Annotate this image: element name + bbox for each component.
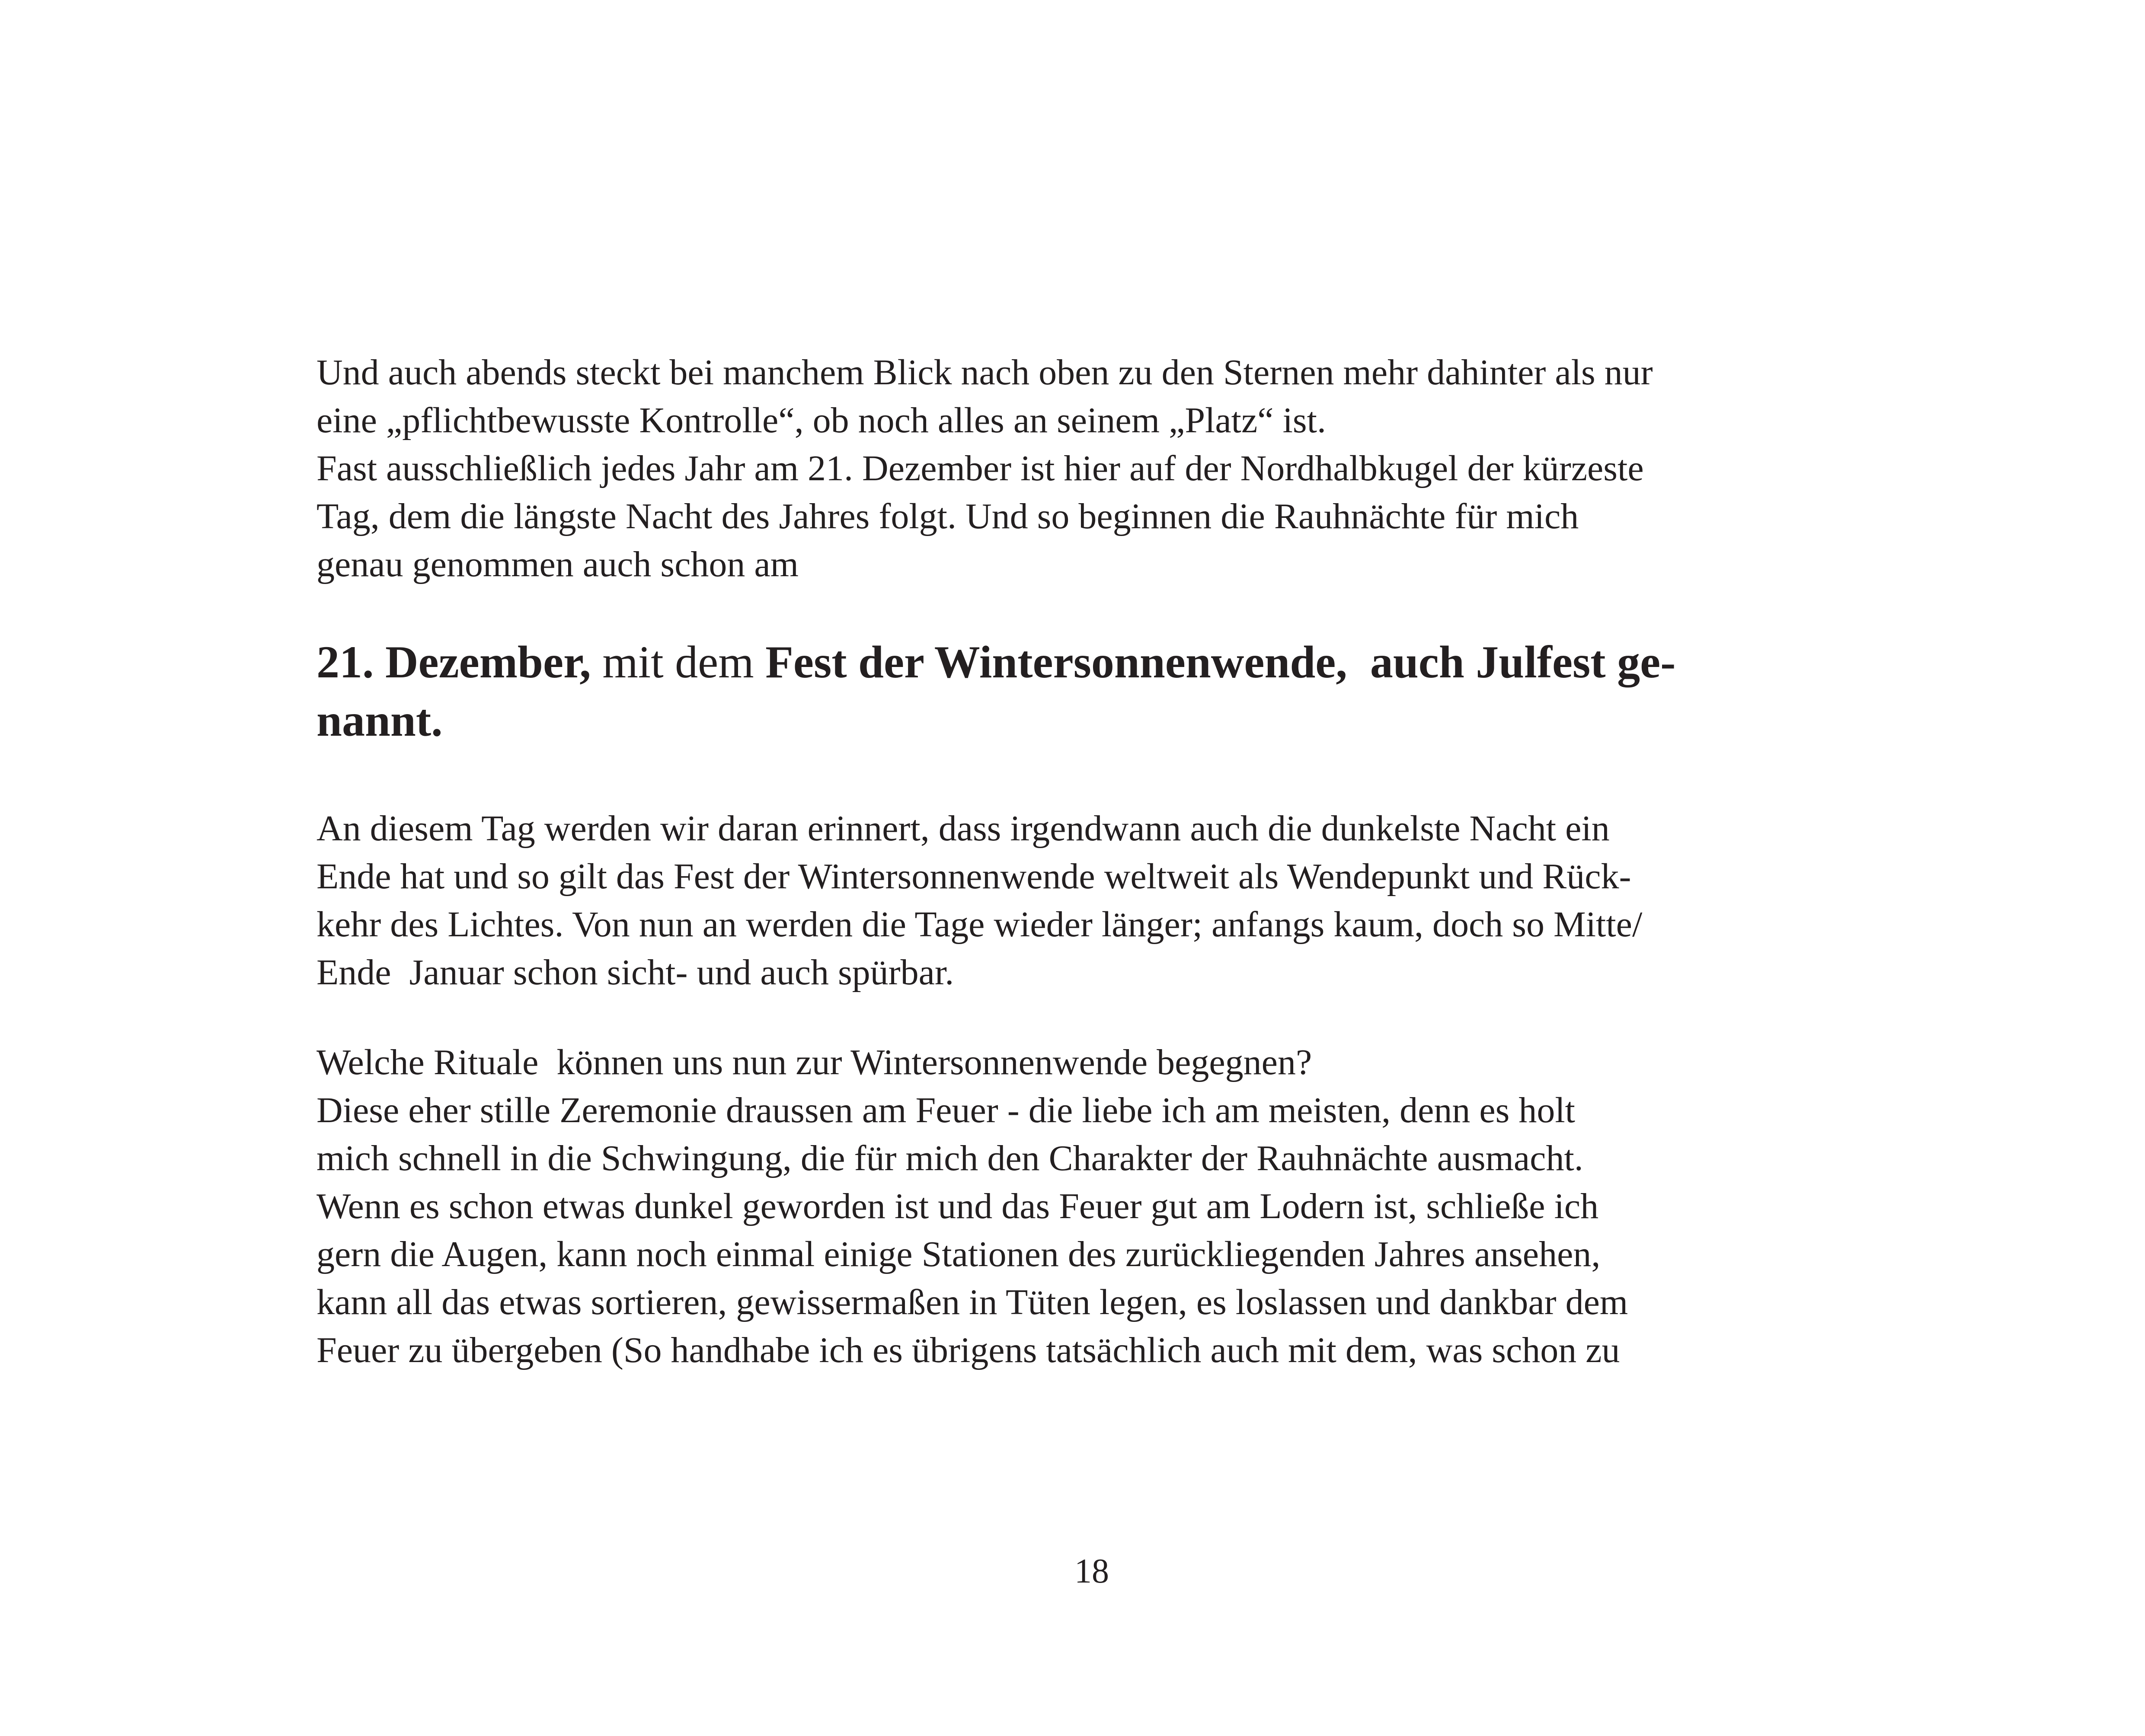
text-line: Ende Januar schon sicht- und auch spürbar. <box>316 952 954 992</box>
text-line: eine „pflichtbewusste Kontrolle“, ob noch alles an seinem „Platz“ ist. <box>316 400 1326 440</box>
heading-line <box>316 633 1960 691</box>
paragraph-rituals <box>316 1038 1960 1374</box>
text-line: Fast ausschließlich jedes Jahr am 21. Dezember ist hier auf der Nordhalbkugel der kürzeste <box>316 448 1644 488</box>
paragraph-solstice-meaning <box>316 804 1960 996</box>
text-line: An diesem Tag werden wir daran erinnert, dass irgendwann auch die dunkelste Nacht ein <box>316 808 1610 849</box>
heading-date-text: 21. Dezember, <box>316 637 591 687</box>
text-line: Ende hat und so gilt das Fest der Wintersonnenwende weltweit als Wendepunkt und Rück- <box>316 856 1631 897</box>
text-line: Und auch abends steckt bei manchem Blick nach oben zu den Sternen mehr dahinter als nur <box>316 352 1653 393</box>
text-line: mich schnell in die Schwingung, die für mich den Charakter der Rauhnächte ausmacht. <box>316 1138 1583 1178</box>
text-line: kann all das etwas sortieren, gewissermaßen in Tüten legen, es loslassen und dankbar dem <box>316 1282 1628 1322</box>
text-line: genau genommen auch schon am <box>316 544 799 584</box>
text-line: Feuer zu übergeben (So handhabe ich es übrigens tatsächlich auch mit dem, was schon zu <box>316 1330 1620 1370</box>
text-line: kehr des Lichtes. Von nun an werden die Tage wieder länger; anfangs kaum, doch so Mitte/ <box>316 904 1643 945</box>
text-line: Wenn es schon etwas dunkel geworden ist und das Feuer gut am Lodern ist, schließe ich <box>316 1186 1599 1226</box>
heading-connector-text: mit dem <box>591 637 766 687</box>
heading-line <box>316 691 1960 750</box>
heading-festival-text: Fest der Wintersonnenwende, auch Julfest ge- <box>765 637 1676 687</box>
text-line: Diese eher stille Zeremonie draussen am Feuer - die liebe ich am meisten, denn es holt <box>316 1090 1576 1130</box>
text-line: gern die Augen, kann noch einmal einige Stationen des zurückliegenden Jahres ansehen, <box>316 1234 1601 1274</box>
page-number: 18 <box>1074 1552 1109 1590</box>
paragraph-evening-stars <box>316 348 1960 588</box>
text-line: Tag, dem die längste Nacht des Jahres folgt. Und so beginnen die Rauhnächte für mich <box>316 496 1579 536</box>
section-heading-winter-solstice <box>316 633 1960 750</box>
text-line: Welche Rituale können uns nun zur Wintersonnenwende begegnen? <box>316 1042 1312 1082</box>
heading-continuation-text: nannt. <box>316 695 443 746</box>
